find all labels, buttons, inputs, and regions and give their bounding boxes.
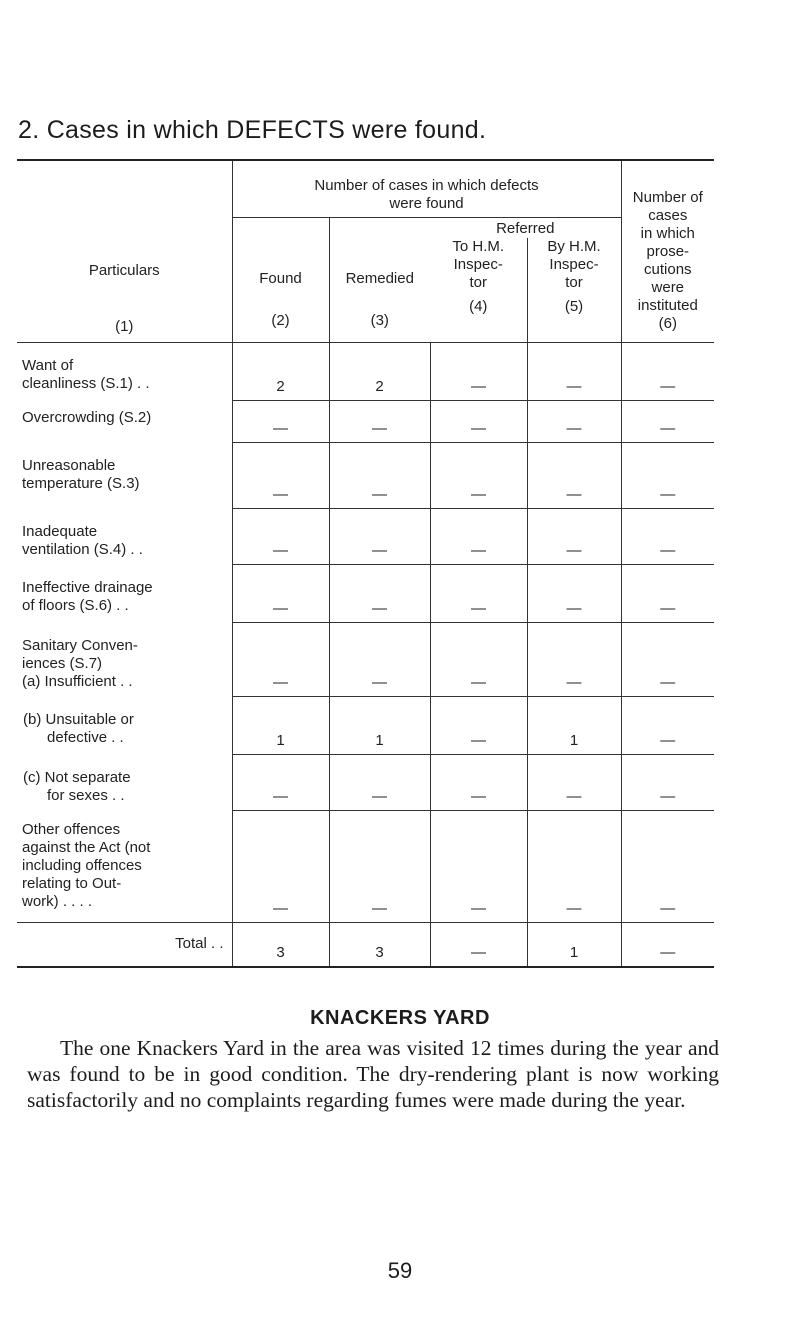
row-particular [17,623,232,697]
header-to-hm-line2: Inspec- [453,256,503,273]
cell-remedied: 2 [329,343,430,401]
cell-to-hm: — [430,811,527,923]
cell-found: — [232,811,329,923]
row-particular-line: Ineffective drainage [22,578,153,596]
header-remedied-number: (3) [370,312,389,329]
row-particular-line: Sanitary Conven- [22,636,138,654]
row-particular [17,565,232,623]
cell-prosecutions: — [621,401,714,443]
cell-remedied: — [329,401,430,443]
defects-table [17,159,714,968]
row-particular [17,509,232,565]
cell-found: — [232,443,329,509]
total-row [17,923,714,967]
header-by-hm-line2: Inspec- [549,256,599,273]
row-particular-line: Inadequate [22,522,98,540]
row-particular-line: (b) Unsuitable or [23,710,134,728]
cell-found: — [232,755,329,811]
row-particular [17,443,232,509]
header-prosecutions-number: (6) [658,315,677,332]
cell-remedied: — [329,443,430,509]
cell-remedied: — [329,755,430,811]
header-by-hm-line3: tor [565,274,583,291]
cell-by-hm: 1 [527,697,621,755]
cell-prosecutions: — [621,811,714,923]
cell-found: — [232,565,329,623]
row-particular [17,811,232,923]
header-by-hm-inspector [527,238,621,343]
header-prosecutions-line3: in which [640,225,695,242]
row-particular [17,755,232,811]
row-particular-line: Overcrowding (S.2) [22,408,152,426]
cell-found: — [232,623,329,697]
header-to-hm-inspector [430,238,527,343]
cell-found: — [232,509,329,565]
total-by-hm: 1 [527,923,621,967]
row-particular-line: (a) Insufficient . . [22,672,133,690]
knackers-yard-heading: KNACKERS YARD [310,1007,490,1029]
row-particular-line: defective . . [47,728,124,746]
table-row [17,443,714,509]
row-particular [17,401,232,443]
row-particular-line: temperature (S.3) [22,474,140,492]
header-found-label: Found [259,270,302,287]
header-prosecutions-line5: cutions [644,261,692,278]
cell-prosecutions: — [621,565,714,623]
row-particular-line: including offences [22,856,142,874]
cell-prosecutions: — [621,697,714,755]
header-found-number: (2) [271,312,290,329]
total-prosecutions: — [621,923,714,967]
cell-by-hm: — [527,755,621,811]
cell-found: 2 [232,343,329,401]
header-found [232,218,329,343]
section-title: 2. Cases in which DEFECTS were found. [18,116,487,144]
cell-remedied: — [329,565,430,623]
header-remedied [329,218,430,343]
table-row [17,755,714,811]
header-to-hm-line1: To H.M. [452,238,505,255]
cell-found: — [232,401,329,443]
total-to-hm: — [430,923,527,967]
table-row [17,811,714,923]
table-row [17,343,714,401]
row-particular-line: ventilation (S.4) . . [22,540,143,558]
table-row [17,565,714,623]
cell-by-hm: — [527,565,621,623]
cell-prosecutions: — [621,343,714,401]
row-particular-line: against the Act (not [22,838,151,856]
cell-by-hm: — [527,443,621,509]
total-remedied: 3 [329,923,430,967]
cell-remedied: — [329,509,430,565]
table-row [17,623,714,697]
header-remedied-label: Remedied [345,270,414,287]
cell-prosecutions: — [621,755,714,811]
cell-found: 1 [232,697,329,755]
header-number-of-cases-line1: Number of cases in which defects [314,177,539,194]
row-particular-line: Unreasonable [22,456,116,474]
header-by-hm-number: (5) [564,298,584,315]
header-prosecutions-line1: Number of [632,189,703,206]
row-particular-line: (c) Not separate [23,768,131,786]
cell-remedied: — [329,811,430,923]
total-found: 3 [232,923,329,967]
row-particular-line: Other offences [22,820,121,838]
defects-table-wrapper [17,159,714,968]
header-particulars-label: Particulars [88,262,160,279]
cell-to-hm: — [430,509,527,565]
header-referred: Referred [496,220,555,237]
cell-to-hm: — [430,697,527,755]
header-particulars-number: (1) [115,318,134,335]
cell-to-hm: — [430,443,527,509]
header-number-of-cases [232,160,621,218]
cell-by-hm: — [527,623,621,697]
table-row [17,697,714,755]
cell-by-hm: — [527,811,621,923]
header-prosecutions [621,160,714,343]
header-prosecutions-line6: were [651,279,685,296]
page-number: 59 [387,1258,413,1283]
cell-by-hm: — [527,509,621,565]
cell-by-hm: — [527,401,621,443]
row-particular-line: for sexes . . [47,786,125,804]
cell-to-hm: — [430,755,527,811]
row-particular-line: work) . . . . [22,892,93,910]
cell-to-hm: — [430,343,527,401]
cell-prosecutions: — [621,623,714,697]
cell-prosecutions: — [621,509,714,565]
row-particular [17,697,232,755]
table-row [17,401,714,443]
header-number-of-cases-line2: were found [389,195,464,212]
header-prosecutions-line7: instituted [637,297,698,314]
cell-remedied: — [329,623,430,697]
cell-to-hm: — [430,623,527,697]
row-particular-line: of floors (S.6) . . [22,596,129,614]
header-to-hm-line3: tor [469,274,487,291]
row-particular-line: relating to Out- [22,874,122,892]
row-particular-line: cleanliness (S.1) . . [22,375,150,392]
total-label: Total . . [17,923,232,967]
cell-to-hm: — [430,401,527,443]
cell-remedied: 1 [329,697,430,755]
row-particular-line: iences (S.7) [22,654,103,672]
header-prosecutions-line4: prose- [646,243,690,260]
row-particular [17,343,232,401]
row-particular-line: Want of [22,357,74,374]
header-particulars [17,160,232,343]
header-prosecutions-line2: cases [648,207,688,224]
cell-prosecutions: — [621,443,714,509]
header-to-hm-number: (4) [469,298,488,315]
cell-by-hm: — [527,343,621,401]
cell-to-hm: — [430,565,527,623]
knackers-yard-paragraph: The one Knackers Yard in the area was visited 12 times during the year and was found to be in good condition. The dry-rendering plant is now working satisfactorily and no complaints regarding fumes were made during the year. [27,1036,719,1112]
header-by-hm-line1: By H.M. [547,238,601,255]
table-row [17,509,714,565]
